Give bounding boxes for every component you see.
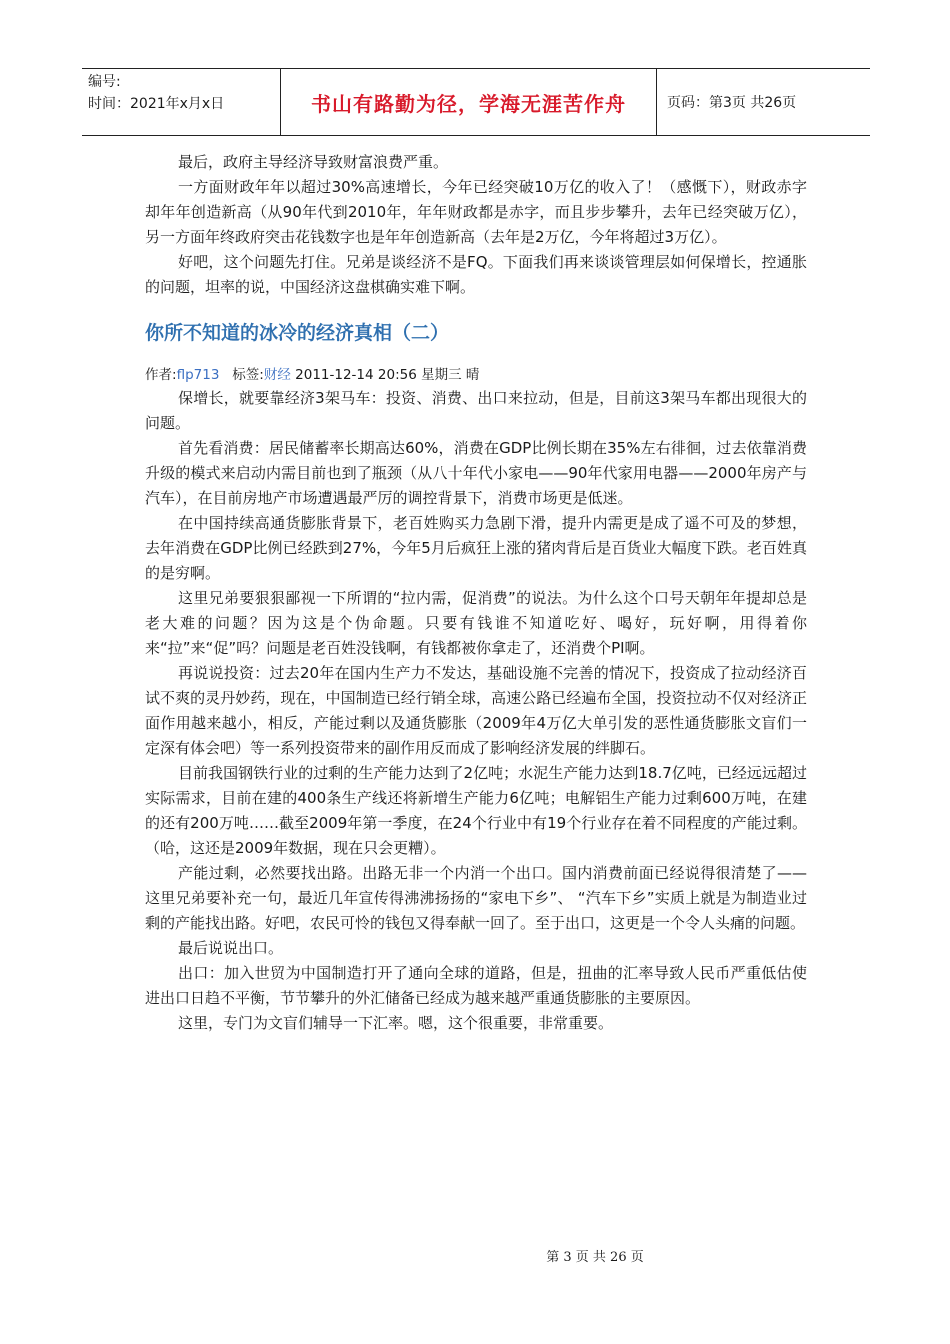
tag-label: 标签: xyxy=(232,367,264,383)
author-link[interactable]: flp713 xyxy=(176,367,220,383)
page-header xyxy=(82,68,870,136)
time-label: 时间：2021年x月x日 xyxy=(88,96,225,112)
intro-paragraph: 最后，政府主导经济导致财富浪费严重。 xyxy=(178,153,449,171)
body-paragraph: 这里兄弟要狠狠鄙视一下所谓的“拉内需，促消费”的说法。为什么这个口号天朝年年提却总是老大难的问题？因为这是个伪命题。只要有钱谁不知道吃好、喝好，玩好啊，用得着你来“拉”来“促”吗？问题是老百姓没钱啊，有钱都被你拿走了，还消费个PI啊。 xyxy=(145,589,807,657)
body-paragraph: 再说说投资：过去20年在国内生产力不发达，基础设施不完善的情况下，投资成了拉动经济百试不爽的灵丹妙药，现在，中国制造已经行销全球，高速公路已经遍布全国，投资拉动不仅对经济正面作用越来越小，相反，产能过剩以及通货膨胀（2009年4万亿大单引发的恶性通货膨胀文盲们一定深有体会吧）等一系列投资带来的副作用反而成了影响经济发展的绊脚石。 xyxy=(145,664,807,757)
footer-page-number: 第 3 页 共 26 页 xyxy=(546,1250,644,1265)
body-paragraph: 在中国持续高通货膨胀背景下，老百姓购买力急剧下滑，提升内需更是成了遥不可及的梦想，去年消费在GDP比例已经跌到27%，今年5月后疯狂上涨的猪肉背后是百货业大幅度下跌。老百姓真的是穷啊。 xyxy=(145,514,807,582)
body-paragraph: 出口：加入世贸为中国制造打开了通向全球的道路，但是，扭曲的汇率导致人民币严重低估使进出口日趋不平衡，节节攀升的外汇储备已经成为越来越严重通货膨胀的主要原因。 xyxy=(145,964,807,1007)
intro-paragraph: 好吧，这个问题先打住。兄弟是谈经济不是FQ。下面我们再来谈谈管理层如何保增长，控通胀的问题，坦率的说，中国经济这盘棋确实难下啊。 xyxy=(145,253,807,296)
body-paragraph: 首先看消费：居民储蓄率长期高达60%，消费在GDP比例长期在35%左右徘徊，过去依靠消费升级的模式来启动内需目前也到了瓶颈（从八十年代小家电——90年代家用电器——2000年房产与汽车），在目前房地产市场遭遇最严厉的调控背景下，消费市场更是低迷。 xyxy=(145,439,807,507)
author-label: 作者: xyxy=(145,367,177,383)
article-meta xyxy=(145,364,807,386)
header-info xyxy=(82,69,281,135)
body-paragraph: 最后说说出口。 xyxy=(178,939,284,957)
tag-link[interactable]: 财经 xyxy=(263,367,291,383)
header-page-info: 页码：第3页 共26页 xyxy=(667,95,797,111)
body-paragraph: 这里，专门为文盲们辅导一下汇率。嗯，这个很重要，非常重要。 xyxy=(178,1014,614,1032)
article-title: 你所不知道的冰冷的经济真相（二） xyxy=(145,322,450,344)
body-paragraph: 保增长，就要靠经济3架马车：投资、消费、出口来拉动，但是，目前这3架马车都出现很大的问题。 xyxy=(145,389,807,432)
main-content xyxy=(145,150,807,1036)
intro-paragraph: 一方面财政年年以超过30%高速增长，今年已经突破10万亿的收入了！（感慨下），财政赤字却年年创造新高（从90年代到2010年，年年财政都是赤字，而且步步攀升，去年已经突破万亿），另一方面年终政府突击花钱数字也是年年创造新高（去年是2万亿，今年将超过3万亿）。 xyxy=(145,178,807,246)
number-label: 编号: xyxy=(88,74,121,90)
body-paragraph: 产能过剩，必然要找出路。出路无非一个内消一个出口。国内消费前面已经说得很清楚了——这里兄弟要补充一句，最近几年宣传得沸沸扬扬的“家电下乡”、 “汽车下乡”实质上就是为制造业过剩的产能找出路。好吧，农民可怜的钱包又得奉献一回了。至于出口，这更是一个令人头痛的问题。 xyxy=(145,864,807,932)
body-paragraph: 目前我国钢铁行业的过剩的生产能力达到了2亿吨；水泥生产能力达到18.7亿吨，已经远远超过实际需求，目前在建的400条生产线还将新增生产能力6亿吨；电解铝生产能力过剩600万吨，在建的还有200万吨……截至2009年第一季度，在24个行业中有19个行业存在着不同程度的产能过剩。（哈，这还是2009年数据，现在只会更糟）。 xyxy=(145,764,807,857)
article-datetime: 2011-12-14 20:56 星期三 晴 xyxy=(295,367,480,383)
header-motto: 书山有路勤为径，学海无涯苦作舟 xyxy=(281,69,657,135)
page-footer xyxy=(0,1246,950,1265)
